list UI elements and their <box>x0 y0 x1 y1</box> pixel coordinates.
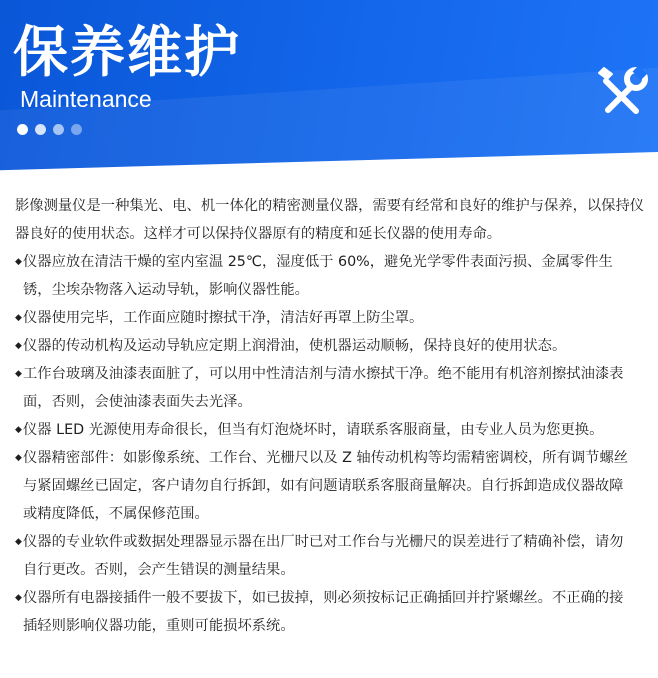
dot-3 <box>53 124 64 135</box>
list-item-text: 仪器精密部件：如影像系统、工作台、光栅尺以及 Z 轴传动机构等均需精密调校，所有调节螺丝与紧固螺丝已固定，客户请勿自行拆卸，如有问题请联系客服商量解决。自行拆卸造成仪器故障或精度降低，不属保修范围。 <box>23 450 629 522</box>
maintenance-list <box>0 248 658 640</box>
page-title: 保养维护 <box>13 20 242 84</box>
dot-2 <box>35 124 46 135</box>
bullet-icon: ◆ <box>15 313 22 323</box>
header-banner <box>0 0 658 178</box>
bullet-icon: ◆ <box>15 341 22 351</box>
intro-paragraph: 影像测量仪是一种集光、电、机一体化的精密测量仪器，需要有经常和良好的维护与保养，以保持仪器良好的使用状态。这样才可以保持仪器原有的精度和延长仪器的使用寿命。 <box>15 198 645 242</box>
list-item <box>15 332 635 360</box>
list-item <box>15 304 635 332</box>
list-item <box>15 444 635 528</box>
list-item <box>15 248 635 304</box>
dot-4 <box>71 124 82 135</box>
wrench-screwdriver-icon <box>592 64 650 122</box>
dot-1 <box>17 124 28 135</box>
bullet-icon: ◆ <box>15 257 22 267</box>
bullet-icon: ◆ <box>15 369 22 379</box>
list-item-text: 仪器应放在清洁干燥的室内室温 25℃，湿度低于 60%，避免光学零件表面污损、金属零件生锈，尘埃杂物落入运动导轨，影响仪器性能。 <box>23 254 613 298</box>
list-item-text: 仪器所有电器接插件一般不要拔下，如已拔掉，则必须按标记正确插回并拧紧螺丝。不正确的接插轻则影响仪器功能，重则可能损坏系统。 <box>23 590 624 634</box>
main-content <box>0 192 658 640</box>
page-subtitle: Maintenance <box>20 86 152 112</box>
list-item <box>15 584 635 640</box>
decorative-dots <box>17 124 82 135</box>
bullet-icon: ◆ <box>15 453 22 463</box>
list-item-text: 仪器使用完毕，工作面应随时擦拭干净，清洁好再罩上防尘罩。 <box>23 310 424 326</box>
list-item <box>15 416 635 444</box>
list-item-text: 仪器 LED 光源使用寿命很长，但当有灯泡烧坏时，请联系客服商量，由专业人员为您更换。 <box>23 422 604 438</box>
list-item-text: 仪器的传动机构及运动导轨应定期上润滑油，使机器运动顺畅，保持良好的使用状态。 <box>23 338 567 354</box>
bullet-icon: ◆ <box>15 537 22 547</box>
list-item-text: 工作台玻璃及油漆表面脏了，可以用中性清洁剂与清水擦拭干净。绝不能用有机溶剂擦拭油漆表面，否则，会使油漆表面失去光泽。 <box>23 366 624 410</box>
bullet-icon: ◆ <box>15 593 22 603</box>
list-item <box>15 528 635 584</box>
list-item-text: 仪器的专业软件或数据处理器显示器在出厂时已对工作台与光栅尺的误差进行了精确补偿，请勿自行更改。否则，会产生错误的测量结果。 <box>23 534 624 578</box>
bullet-icon: ◆ <box>15 425 22 435</box>
list-item <box>15 360 635 416</box>
